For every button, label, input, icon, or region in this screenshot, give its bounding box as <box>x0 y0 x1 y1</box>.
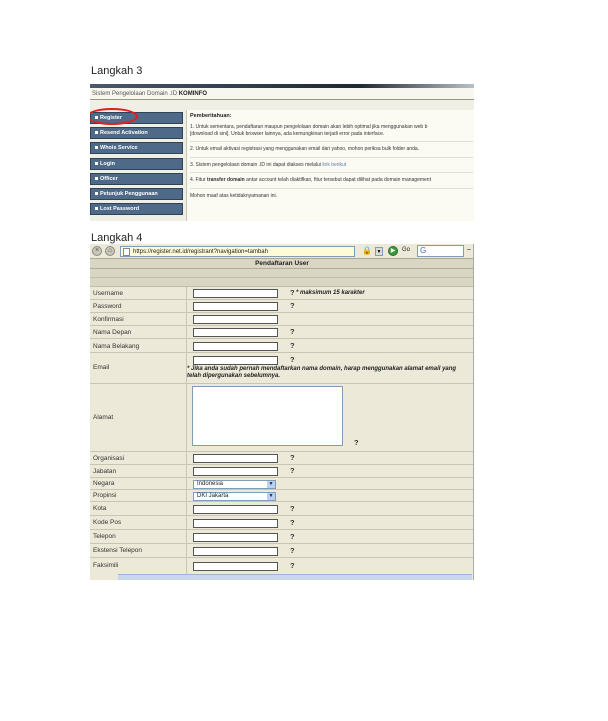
column-divider <box>186 478 187 489</box>
browser-toolbar <box>90 244 473 259</box>
search-input[interactable] <box>417 245 464 257</box>
step3-heading: Langkah 3 <box>91 65 143 77</box>
help-icon[interactable]: ? <box>354 438 359 447</box>
form-spacer <box>90 278 474 287</box>
menu-item-officer[interactable] <box>90 173 183 185</box>
help-icon[interactable]: ? <box>290 288 295 297</box>
notice-bold-text: transfer domain <box>206 177 245 183</box>
row-organisasi <box>90 452 474 465</box>
column-divider <box>186 465 187 477</box>
home-icon[interactable]: ⌂ <box>105 246 115 256</box>
menu-label: Login <box>100 160 115 167</box>
field-label: Nama Depan <box>93 329 132 336</box>
menu-label: Register <box>100 115 123 121</box>
field-label: Kota <box>93 505 107 512</box>
form-spacer <box>90 269 474 278</box>
row-username <box>90 287 474 300</box>
notice-5: Mohon maaf atas ketidaknyamanan ini. <box>190 192 277 199</box>
alamat-textarea[interactable] <box>192 386 343 446</box>
bullet-icon <box>95 192 98 195</box>
help-icon[interactable]: ? <box>290 466 295 475</box>
negara-select[interactable] <box>193 480 276 489</box>
konfirmasi-input[interactable] <box>193 315 278 324</box>
column-divider <box>186 384 187 451</box>
column-divider <box>186 339 187 352</box>
row-telepon <box>90 530 474 544</box>
notice-2: 2. Untuk email aktivasi registrasi yang menggunakan email dari yahoo, mohon periksa bulk folder anda. <box>190 146 473 158</box>
field-label: Alamat <box>93 414 114 421</box>
menu-label: Officer <box>100 175 118 182</box>
field-label: Ekstensi Telepon <box>93 547 143 554</box>
menu-label: Lost Password <box>100 206 140 213</box>
stop-icon[interactable]: × <box>92 246 102 256</box>
search-engine-icon: G <box>420 246 427 255</box>
go-icon[interactable]: ▶ <box>388 246 398 256</box>
telepon-input[interactable] <box>193 533 278 542</box>
nama-belakang-input[interactable] <box>193 342 278 351</box>
row-jabatan <box>90 465 474 478</box>
kode-pos-input[interactable] <box>193 519 278 528</box>
propinsi-select[interactable] <box>193 492 276 501</box>
bullet-icon <box>95 162 98 165</box>
field-label: Password <box>93 303 122 310</box>
chevron-down-icon: ▼ <box>268 481 274 487</box>
menu-item-resend-activation[interactable] <box>90 127 183 139</box>
row-nama-depan <box>90 326 474 339</box>
help-icon[interactable]: ? <box>290 355 295 364</box>
field-label: Kode Pos <box>93 519 122 526</box>
row-konfirmasi <box>90 313 474 326</box>
minimize-icon[interactable]: – <box>467 246 471 253</box>
column-divider <box>186 544 187 557</box>
step4-heading: Langkah 4 <box>91 232 143 244</box>
bullet-icon <box>95 146 98 149</box>
site-brand: KOMINFO <box>178 91 208 97</box>
site-title <box>90 88 474 100</box>
row-email <box>90 353 474 384</box>
horizontal-scrollbar[interactable] <box>118 574 472 580</box>
column-divider <box>186 502 187 515</box>
column-divider <box>186 452 187 464</box>
notice-text: 3. Sistem pengelolaan domain .ID ini dapat diakses melalui <box>190 161 321 168</box>
password-input[interactable] <box>193 302 278 311</box>
row-propinsi <box>90 490 474 502</box>
url-text: https://register.net.id/registrant?navigation=tambah <box>133 249 268 255</box>
lock-icon: 🔒 <box>362 246 372 255</box>
menu-item-lost-password[interactable] <box>90 203 183 215</box>
notice-panel <box>186 110 474 221</box>
ekstensi-telepon-input[interactable] <box>193 547 278 556</box>
help-icon[interactable]: ? <box>290 327 295 336</box>
notice-title: Pemberitahuan: <box>190 113 232 119</box>
help-icon[interactable]: ? <box>290 504 295 513</box>
form-title: Pendaftaran User <box>90 259 474 269</box>
help-icon[interactable]: ? <box>290 518 295 527</box>
menu-label: Petunjuk Penggunaan <box>100 190 158 197</box>
menu-item-login[interactable] <box>90 158 183 170</box>
kota-input[interactable] <box>193 505 278 514</box>
column-divider <box>186 516 187 529</box>
column-divider <box>186 326 187 338</box>
help-icon[interactable]: ? <box>290 453 295 462</box>
row-nama-belakang <box>90 339 474 353</box>
help-icon[interactable]: ? <box>290 561 295 570</box>
row-password <box>90 300 474 313</box>
row-alamat <box>90 384 474 452</box>
notice-4: 4. Fitur transfer domain antar account telah diaktifkan, fitur tersebut dapat dilihat pada domain management <box>190 177 473 189</box>
page-icon <box>123 248 130 256</box>
faksimili-input[interactable] <box>193 562 278 571</box>
menu-label: Whois Service <box>100 145 138 152</box>
column-divider <box>186 287 187 299</box>
nama-depan-input[interactable] <box>193 328 278 337</box>
help-icon[interactable]: ? <box>290 546 295 555</box>
help-icon[interactable]: ? <box>290 532 295 541</box>
site-title-text: Sistem Pengelolaan Domain .ID <box>92 91 178 97</box>
step4-screenshot <box>90 244 474 580</box>
field-label: Jabatan <box>93 468 117 475</box>
notice-text: 1. Untuk sementara, pendaftaran maupun pengelolaan domain akan lebih optimal jika menggunakan web b <box>190 124 428 130</box>
side-menu <box>90 112 183 218</box>
field-label: Negara <box>93 480 115 487</box>
bullet-icon <box>95 207 98 210</box>
email-note: * Jika anda sudah pernah mendaftarkan nama domain, harap menggunakan alamat email yang telah dipergunakan sebelumnya. <box>187 366 457 379</box>
row-kode-pos <box>90 516 474 530</box>
field-label: Nama Belakang <box>93 343 140 350</box>
field-label: Faksimili <box>93 562 119 569</box>
username-hint: * maksimum 15 karakter <box>296 290 365 296</box>
column-divider <box>186 530 187 543</box>
column-divider <box>186 300 187 312</box>
jabatan-input[interactable] <box>193 467 278 476</box>
chevron-down-icon[interactable]: ▼ <box>376 249 382 255</box>
field-label: Propinsi <box>93 492 117 499</box>
row-faksimili <box>90 558 474 574</box>
chevron-down-icon: ▼ <box>268 493 274 499</box>
go-label[interactable]: Go <box>402 247 411 253</box>
username-input[interactable] <box>193 289 278 298</box>
menu-label: Resend Activation <box>100 130 148 137</box>
row-ekstensi-telepon <box>90 544 474 558</box>
notice-3 <box>190 162 473 174</box>
row-kota <box>90 502 474 516</box>
help-icon[interactable]: ? <box>290 301 295 310</box>
field-label: Organisasi <box>93 455 125 462</box>
field-label: Konfirmasi <box>93 316 124 323</box>
bullet-icon <box>95 131 98 134</box>
column-divider <box>186 313 187 325</box>
step3-screenshot <box>90 84 474 221</box>
email-input[interactable] <box>193 356 278 365</box>
notice-link[interactable]: link berikut <box>322 161 347 168</box>
field-label: Telepon <box>93 533 116 540</box>
field-label: Email <box>93 364 110 371</box>
field-label: Username <box>93 290 123 297</box>
menu-item-petunjuk[interactable] <box>90 188 183 200</box>
select-value: Indonesia <box>197 481 224 487</box>
column-divider <box>186 490 187 501</box>
menu-item-whois-service[interactable] <box>90 142 183 154</box>
help-icon[interactable]: ? <box>290 341 295 350</box>
organisasi-input[interactable] <box>193 454 278 463</box>
notice-text: [download di sini]. Untuk browser lainnya, ada kemungkinan terjadi error pada interface. <box>190 130 385 137</box>
bullet-icon <box>95 177 98 180</box>
row-negara <box>90 478 474 490</box>
column-divider <box>186 558 187 574</box>
notice-1 <box>190 124 473 142</box>
select-value: DKI Jakarta <box>197 493 229 499</box>
address-bar[interactable] <box>120 246 355 257</box>
